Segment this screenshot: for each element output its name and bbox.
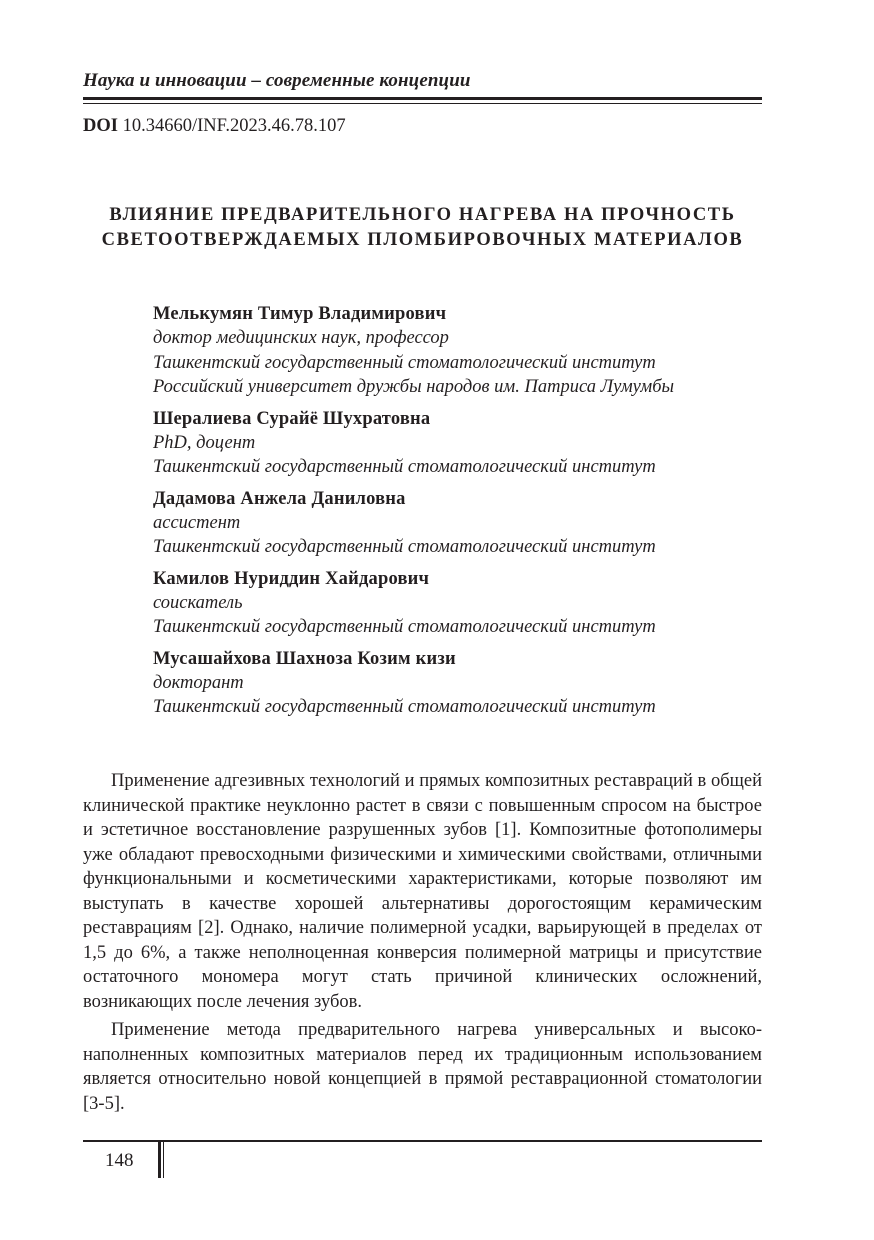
- author-name: Мусашайхова Шахноза Козим кизи: [153, 648, 456, 669]
- author-affiliation: Ташкентский государственный стоматологический институт: [153, 697, 656, 717]
- author-list: [153, 302, 793, 727]
- page-number-bar-thick: [158, 1142, 161, 1178]
- author-position: ассистент: [153, 512, 241, 533]
- author-affiliation: Ташкентский государственный стоматологический институт: [153, 352, 656, 373]
- page-number: 148: [105, 1150, 134, 1171]
- body-paragraph: Применение адгезивных технологий и прямых композитных реставраций в общей клинической практике неуклонно растет в связи с повышенным спросом на быстрое и эстетичное восстановление разрушенных зубов [1]. Композитные фотополимеры уже обладают превосходными физическими и химическими свойствами, отличными функциональными и косметическими характеристиками, которые позволяют им выступать в качестве хорошей альтернативы дорогостоящим керамическим реставрациям [2]. Однако, наличие полимерной усадки, варьирующей в пределах от 1,5 до 6%, а также неполноценная конверсия полимерной матрицы и присутствие остаточного мономера могут стать причиной клинических осложнений, возникающих после лечения зубов.: [83, 771, 762, 1012]
- body-paragraph: Применение метода предварительного нагрева универсальных и высоконаполненных композитных материалов перед их традиционным использованием является относительно новой концепцией в прямой реставрационной стоматологии [3-5].: [83, 1020, 762, 1114]
- author-block: [153, 302, 793, 400]
- journal-title: Наука и инновации – современные концепции: [83, 70, 471, 91]
- author-name: Мелькумян Тимур Владимирович: [153, 304, 447, 324]
- doi-value[interactable]: 10.34660/INF.2023.46.78.107: [122, 116, 346, 136]
- author-affiliation: Российский университет дружбы народов им. Патриса Лумумбы: [153, 377, 675, 397]
- doi-label: DOI: [83, 116, 118, 136]
- author-position: доктор медицинских наук, профессор: [153, 328, 449, 348]
- author-affiliation: Ташкентский государственный стоматологический институт: [153, 617, 656, 637]
- author-position: PhD, доцент: [153, 432, 256, 453]
- author-name: Шералиева Сурайё Шухратовна: [153, 408, 431, 429]
- author-affiliation: Ташкентский государственный стоматологический институт: [153, 457, 656, 477]
- footer-rule: [83, 1140, 762, 1142]
- body-text: [83, 769, 762, 1120]
- page-number-bar-thin: [163, 1142, 164, 1178]
- author-position: докторант: [153, 672, 244, 693]
- author-block: [153, 487, 793, 560]
- author-name: Камилов Нуриддин Хайдарович: [153, 568, 430, 589]
- header-rule-thick: [83, 97, 762, 100]
- author-affiliation: Ташкентский государственный стоматологический институт: [153, 537, 656, 557]
- author-block: [153, 567, 793, 640]
- article-title-line: СВЕТООТВЕРЖДАЕМЫХ ПЛОМБИРОВОЧНЫХ МАТЕРИАЛОВ: [101, 230, 744, 250]
- doi-line: [83, 114, 346, 138]
- author-block: [153, 407, 793, 480]
- author-name: Дадамова Анжела Даниловна: [153, 488, 406, 509]
- author-position: соискатель: [153, 592, 243, 613]
- article-title-line: ВЛИЯНИЕ ПРЕДВАРИТЕЛЬНОГО НАГРЕВА НА ПРОЧНОСТЬ: [109, 205, 736, 225]
- author-block: [153, 647, 793, 720]
- article-title: [83, 203, 762, 253]
- header-rule-thin: [83, 103, 762, 104]
